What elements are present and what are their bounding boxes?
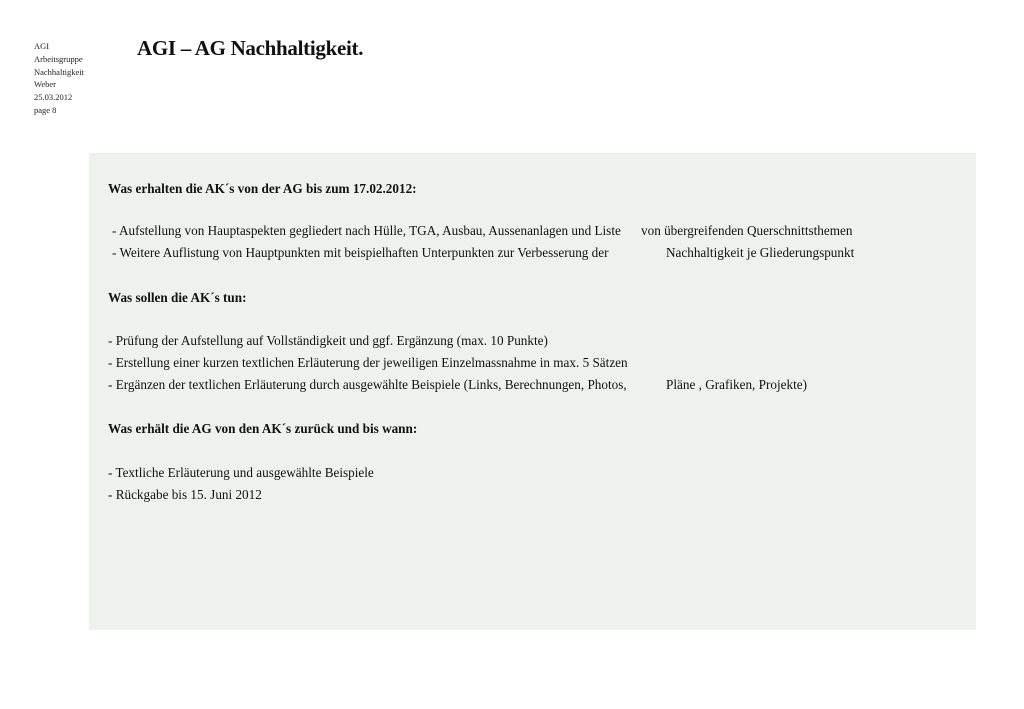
list-item: - Aufstellung von Hauptaspekten gegliedert nach Hülle, TGA, Ausbau, Aussenanlagen und Liste <box>112 223 621 238</box>
page-title: AGI – AG Nachhaltigkeit. <box>137 36 364 60</box>
list-item-continuation: von übergreifenden Querschnittsthemen <box>641 223 853 238</box>
meta-date: 25.03.2012 <box>34 92 73 103</box>
list-item-continuation: Nachhaltigkeit je Gliederungspunkt <box>666 245 855 260</box>
list-item: - Erstellung einer kurzen textlichen Erläuterung der jeweiligen Einzelmassnahme in max. 5 Sätzen <box>108 355 628 370</box>
meta-author: Weber <box>34 79 56 90</box>
meta-group: Arbeitsgruppe <box>34 53 83 64</box>
list-item: - Ergänzen der textlichen Erläuterung durch ausgewählte Beispiele (Links, Berechnungen, Photos, <box>108 377 627 392</box>
list-item: - Rückgabe bis 15. Juni 2012 <box>108 487 262 502</box>
list-item-continuation: Pläne , Grafiken, Projekte) <box>666 377 807 392</box>
content-panel <box>89 153 976 630</box>
list-item: - Textliche Erläuterung und ausgewählte Beispiele <box>108 465 374 480</box>
list-item: - Weitere Auflistung von Hauptpunkten mit beispielhaften Unterpunkten zur Verbesserung der <box>112 245 609 260</box>
meta-page: page 8 <box>34 104 57 115</box>
section-heading-deliverables: Was erhalten die AK´s von der AG bis zum 17.02.2012: <box>108 181 417 196</box>
section-heading-return: Was erhält die AG von den AK´s zurück und bis wann: <box>108 421 418 436</box>
meta-topic: Nachhaltigkeit <box>34 66 85 77</box>
list-item: - Prüfung der Aufstellung auf Vollständigkeit und ggf. Ergänzung (max. 10 Punkte) <box>108 333 548 348</box>
meta-org: AGI <box>34 41 50 51</box>
document-meta <box>34 40 84 117</box>
section-heading-tasks: Was sollen die AK´s tun: <box>108 290 247 305</box>
